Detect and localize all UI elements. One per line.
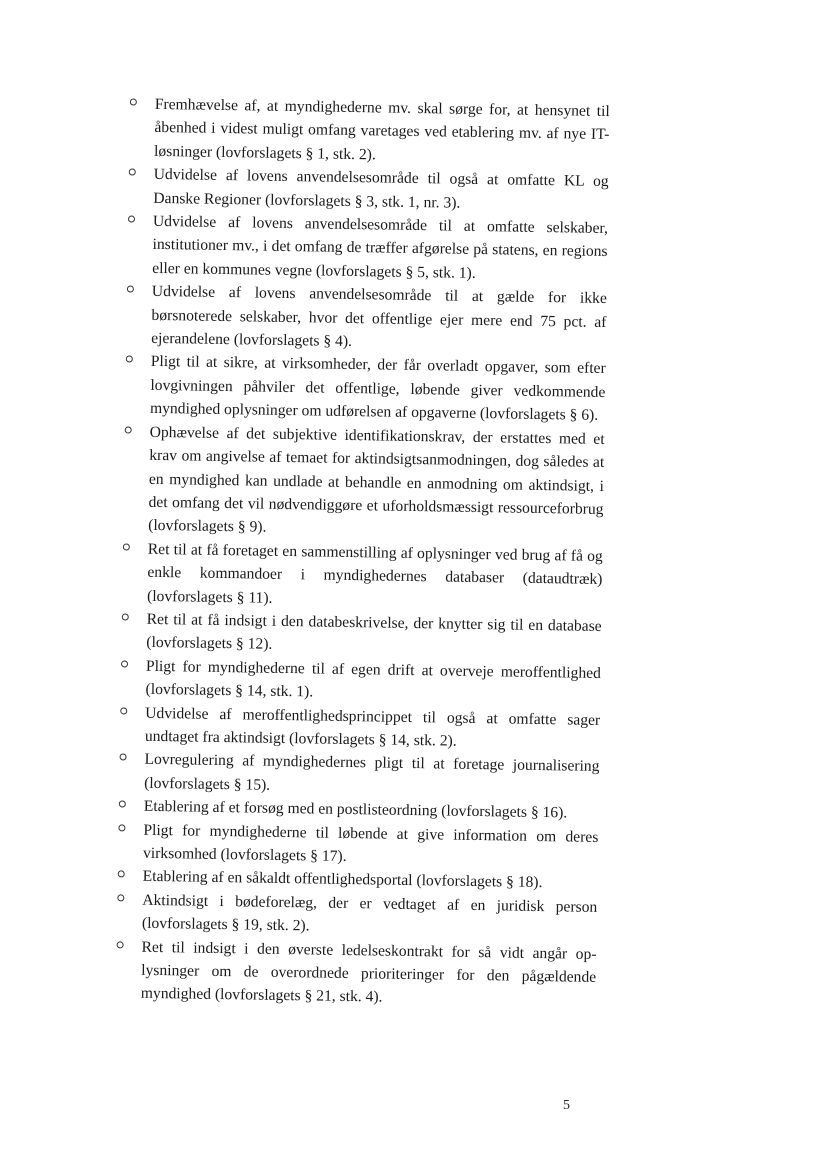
list-item-text: Etablering af et forsøg med en postlisteordning (lovforslagets § 16). xyxy=(143,797,568,822)
list-item-text: Ophævelse af det subjektive identifikationskrav, der erstattes med et krav om angivelse af temaet for aktindsigtsanmodningen, dog således at en myndighed kan undlade at behandle en anmodning om aktindsigt, i det omfang det vil nødvendiggøre et uforholdsmæssigt ressourceforbrug (lovforslagets § 9). xyxy=(148,423,605,536)
page-number: 5 xyxy=(563,1098,570,1113)
list-item xyxy=(92,537,603,615)
bullet-icon xyxy=(117,888,129,912)
bullet-icon xyxy=(124,420,136,444)
list-item xyxy=(93,420,605,545)
bullet-icon xyxy=(116,935,128,959)
list-item xyxy=(99,92,610,170)
list-item xyxy=(90,654,601,709)
list-item-text: Etablering af en såkaldt offentlighedsportal (lovforslagets § 18). xyxy=(142,868,543,892)
list-item-text: Udvidelse af lovens anvendelsesområde til at omfatte selskaber, institutioner mv., i det omfang de træffer afgørelse på statens, en regions eller en kommunes vegne (lovforslagets § 5, stk. 1). xyxy=(152,212,609,282)
bullet-icon xyxy=(130,92,142,116)
list-item-text: Udvidelse af meroffentlighedsprincippet til også at omfatte sager undtaget fra aktindsigt (lovforslagets § 14, stk. 2). xyxy=(144,704,601,750)
bullet-icon xyxy=(121,654,133,678)
list-item xyxy=(89,747,600,802)
list-item-text: Ret til indsigt i den øverste ledelseskontrakt for så vidt angår oplysninger om de overordnede prioriteringer for den pågældende myndighed (lovforslagets § 21, stk. 4). xyxy=(140,938,597,1006)
list-item xyxy=(90,700,601,755)
bullet-icon xyxy=(117,865,129,889)
list-item xyxy=(86,935,597,1013)
list-item xyxy=(87,888,598,943)
bullet-icon xyxy=(118,818,130,842)
list-item-text: Ret til at få foretaget en sammenstilling af oplysninger ved brug af få og enkle kommandoer i myndighedernes databaser (dataudtræk) (lovforslagets § 11). xyxy=(146,540,603,607)
list-item-text: Pligt for myndighederne til løbende at give information om deres virksomhed (lovforslagets § 17). xyxy=(142,821,599,865)
list-item xyxy=(96,279,607,357)
bullet-icon xyxy=(126,350,138,374)
bullet-icon xyxy=(119,795,131,819)
list-item-text: Ret til at få indsigt i den databeskrivelse, der knytter sig til en database (lovforslagets § 12). xyxy=(146,610,602,654)
bullet-icon xyxy=(120,701,132,725)
bullet-icon xyxy=(129,163,141,187)
list-item-text: Lovregulering af myndighedernes pligt til at foretage journalisering (lovforslagets § 15). xyxy=(144,751,600,794)
bullet-icon xyxy=(123,537,135,561)
bullet-icon xyxy=(119,748,131,772)
list-item xyxy=(91,607,602,662)
bullet-icon xyxy=(127,280,139,304)
list-item xyxy=(98,162,609,217)
list-item-text: Udvidelse af lovens anvendelsesområde til også at omfatte KL og Danske Regioner (lovforslagets § 3, stk. 1, nr. 3). xyxy=(153,166,609,212)
bullet-icon xyxy=(122,607,134,631)
list-item-text: Pligt for myndighederne til af egen drift at overveje meroffentlighed (lovforslagets § 14, stk. 1). xyxy=(145,657,602,701)
bullet-icon xyxy=(128,209,140,233)
list-item-text: Udvidelse af lovens anvendelsesområde til at gælde for ikke børsnoterede selskaber, hvor det offentlige ejer mere end 75 pct. af ejerandelene (lovforslagets § 4). xyxy=(151,283,607,351)
list-item xyxy=(88,818,599,873)
bullet-list xyxy=(86,92,610,1013)
list-item xyxy=(97,209,608,287)
list-item-text: Aktindsigt i bødeforelæg, der er vedtaget af en juridisk person (lovforslagets § 19, stk. 2). xyxy=(141,891,598,935)
list-item xyxy=(95,349,606,427)
list-item-text: Pligt til at sikre, at virksomheder, der får overladt opgaver, som efter lovgivningen påhviler det offentlige, løbende giver vedkommende myndighed oplysninger om udførelsen af opgaverne (lovforslagets § 6). xyxy=(149,353,606,425)
list-item-text: Fremhævelse af, at myndighederne mv. skal sørge for, at hensynet til åbenhed i videst muligt omfang varetages ved etablering mv. af nye IT-løsninger (lovforslagets § 1, stk. 2). xyxy=(153,95,610,164)
